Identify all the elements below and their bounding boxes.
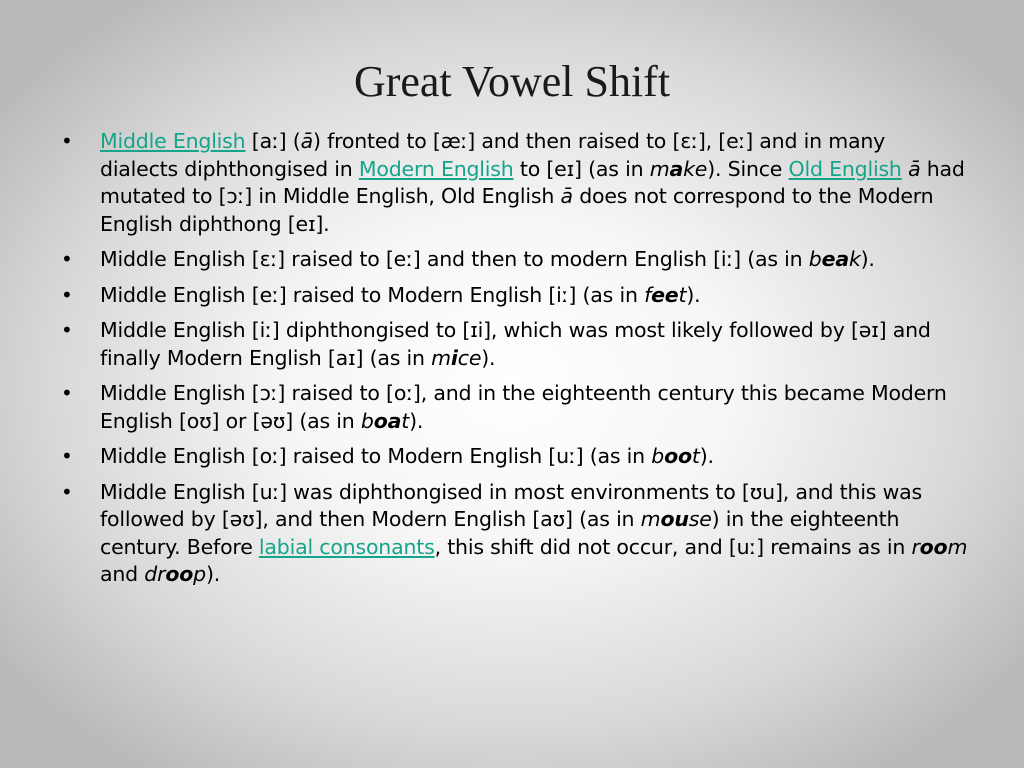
slide-title: Great Vowel Shift — [353, 57, 671, 106]
hyperlink[interactable]: Middle English — [100, 129, 246, 153]
bullet-text: ) fronted to [æː] and then raised to [ɛː], [eː] and in many dialects diphthongised in — [100, 129, 886, 181]
italic-text: b — [808, 247, 822, 271]
bullet-marker: • — [61, 479, 73, 504]
bullet-marker: • — [61, 129, 73, 153]
hyperlink[interactable]: labial consonants — [258, 534, 435, 559]
emphasized-vowel-text: ee — [651, 282, 679, 307]
bullet-text: Middle English [oː] raised to Modern English [uː] (as in — [100, 444, 652, 468]
italic-text: ā — [560, 184, 573, 208]
italic-text: dr — [144, 562, 166, 586]
italic-text: t — [678, 282, 687, 307]
italic-text: ce — [457, 345, 482, 370]
italic-text: p — [193, 562, 206, 586]
emphasized-vowel-text: a — [669, 156, 684, 181]
bullet-marker: • — [61, 381, 73, 405]
bullet-text: to [eɪ] (as in — [513, 156, 650, 181]
italic-text: t — [691, 444, 700, 468]
italic-text: b — [360, 408, 374, 433]
bullet-text: ) in the eighteenth century. Before — [100, 507, 900, 559]
bullet-text: ). — [481, 345, 496, 370]
bullet-text: ). — [699, 444, 714, 468]
bullet-text: ). Since — [707, 156, 789, 181]
bullet-text: ). — [686, 282, 701, 307]
italic-text: ke — [683, 156, 708, 181]
emphasized-vowel-text: oo — [919, 534, 948, 559]
bullet-item — [58, 246, 968, 274]
emphasized-vowel-text: ea — [821, 247, 849, 271]
emphasized-vowel-text: oa — [373, 408, 402, 433]
bullet-item — [58, 380, 968, 435]
bullet-item — [58, 317, 968, 372]
italic-text: m — [431, 345, 451, 370]
bullet-text: and — [100, 562, 145, 586]
italic-text: m — [649, 156, 670, 181]
bullet-marker: • — [61, 318, 73, 342]
bullet-item — [58, 479, 968, 589]
bullet-text: ). — [205, 562, 221, 586]
bullet-marker: • — [61, 282, 73, 307]
italic-text: r — [911, 534, 920, 559]
italic-text: m — [640, 507, 661, 531]
bullet-text: Middle English [iː] diphthongised to [ɪi], which was most likely followed by [əɪ] and finally Modern English [aɪ] (as in — [100, 318, 931, 370]
bullet-marker: • — [61, 247, 73, 271]
bullet-item — [58, 282, 968, 310]
bullet-text: ). — [409, 408, 424, 433]
emphasized-vowel-text: ou — [660, 507, 689, 531]
bullet-text: ). — [860, 247, 875, 271]
bullet-item — [58, 443, 968, 471]
italic-text: t — [401, 408, 410, 433]
bullet-text: , this shift did not occur, and [uː] remains as in — [434, 534, 912, 559]
bullet-text: had mutated to [ɔː] in Middle English, Old English — [100, 156, 965, 208]
emphasized-vowel-text: oo — [664, 444, 692, 468]
italic-text: m — [947, 534, 968, 559]
bullet-marker: • — [61, 444, 73, 468]
hyperlink[interactable]: Modern English — [358, 156, 514, 181]
bullet-text: does not correspond to the Modern English diphthong [eɪ]. — [100, 184, 934, 236]
bullet-item — [58, 128, 968, 238]
italic-text: f — [644, 282, 652, 307]
bullet-text: Middle English [ɔː] raised to [oː], and in the eighteenth century this became Modern English [oʊ] or [əʊ] (as in — [100, 381, 947, 433]
emphasized-vowel-text: oo — [165, 562, 194, 586]
bullet-text: Middle English [eː] raised to Modern English [iː] (as in — [100, 282, 645, 307]
italic-text: se — [688, 507, 712, 531]
bullet-text: [aː] ( — [245, 129, 301, 153]
bullet-list — [58, 128, 968, 597]
italic-text: ā — [300, 129, 313, 153]
bullet-text: Middle English [uː] was diphthongised in most environments to [ʊu], and this was followed by [əʊ], and then Modern English [aʊ] (as in — [100, 479, 923, 531]
italic-text: k — [848, 247, 861, 271]
hyperlink[interactable]: Old English — [788, 156, 902, 181]
italic-text: ā — [908, 156, 921, 181]
italic-text: b — [651, 444, 665, 468]
bullet-text: Middle English [ɛː] raised to [eː] and then to modern English [iː] (as in — [100, 247, 809, 271]
emphasized-vowel-text: i — [450, 345, 458, 370]
